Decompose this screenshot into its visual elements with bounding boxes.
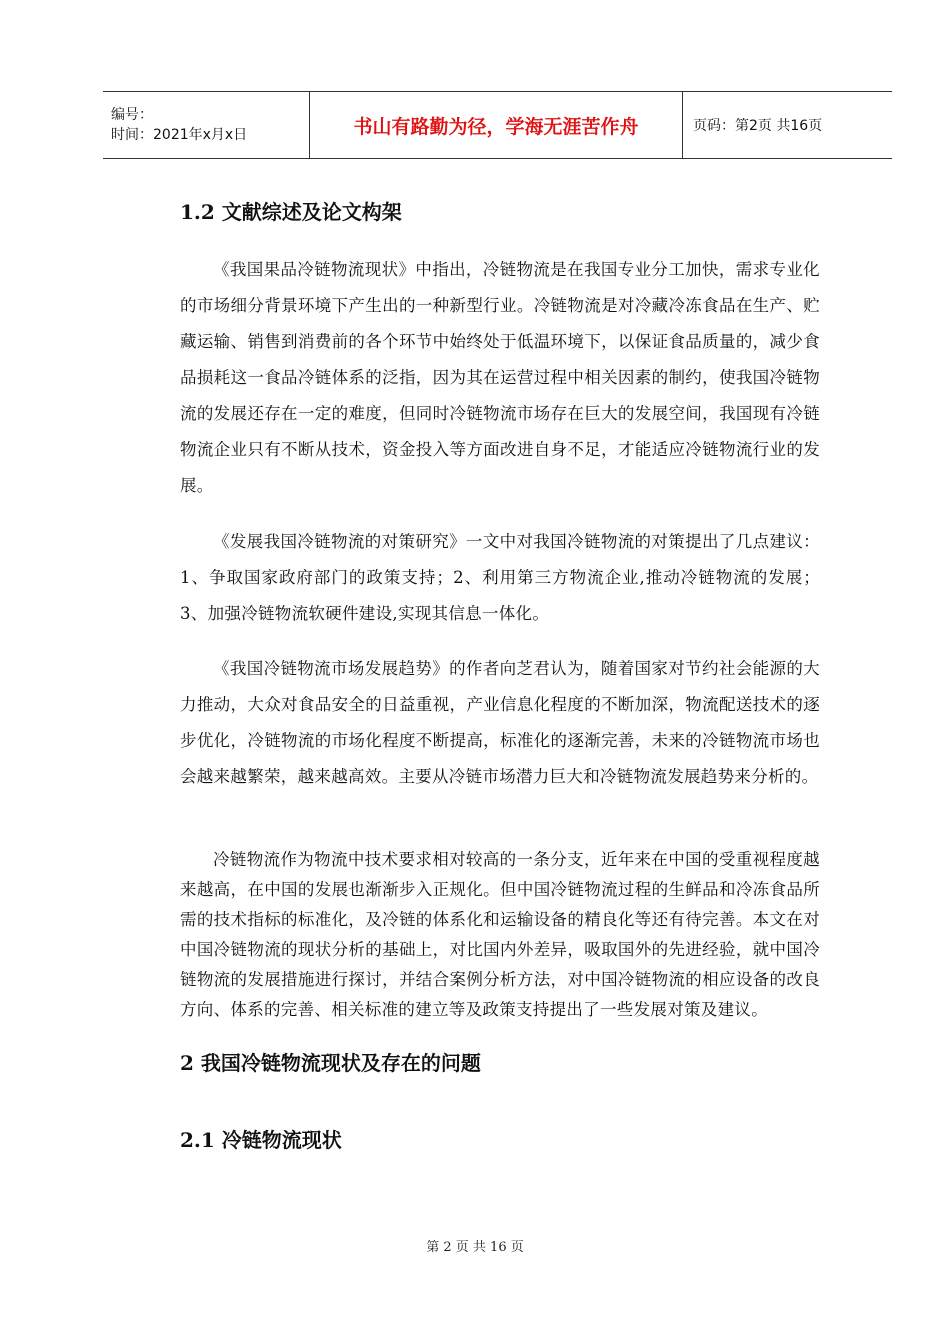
header-meta — [103, 92, 309, 158]
section-title-2-1: 2.1 冷链物流现状 — [180, 1128, 342, 1152]
document-number-label: 编号： — [111, 107, 153, 123]
page-header — [103, 91, 892, 159]
paragraph-literature-3: 《我国冷链物流市场发展趋势》的作者向芝君认为，随着国家对节约社会能源的大力推动，大众对食品安全的日益重视，产业信息化程度的不断加深，物流配送技术的逐步优化，冷链物流的市场化程度不断提高，标准化的逐渐完善，未来的冷链物流市场也会越来越繁荣，越来越高效。主要从冷链市场潜力巨大和冷链物流发展趋势来分析的。 — [180, 659, 820, 786]
document-date: 时间：2021年x月x日 — [111, 127, 248, 143]
paragraph-literature-1: 《我国果品冷链物流现状》中指出，冷链物流是在我国专业分工加快，需求专业化的市场细分背景环境下产生出的一种新型行业。冷链物流是对冷藏冷冻食品在生产、贮藏运输、销售到消费前的各个环节中始终处于低温环境下，以保证食品质量的，减少食品损耗这一食品冷链体系的泛指，因为其在运营过程中相关因素的制约，使我国冷链物流的发展还存在一定的难度，但同时冷链物流市场存在巨大的发展空间，我国现有冷链物流企业只有不断从技术，资金投入等方面改进自身不足，才能适应冷链物流行业的发展。 — [180, 260, 820, 495]
header-page-info: 页码：第2页 共16页 — [693, 118, 823, 134]
paragraph-thesis-overview: 冷链物流作为物流中技术要求相对较高的一条分支，近年来在中国的受重视程度越来越高，在中国的发展也渐渐步入正规化。但中国冷链物流过程的生鲜品和冷冻食品所需的技术指标的标准化，及冷链的体系化和运输设备的精良化等还有待完善。本文在对中国冷链物流的现状分析的基础上，对比国内外差异，吸取国外的先进经验，就中国冷链物流的发展措施进行探讨，并结合案例分析方法，对中国冷链物流的相应设备的改良方向、体系的完善、相关标准的建立等及政策支持提出了一些发展对策及建议。 — [180, 850, 820, 1019]
paragraph-literature-2: 《发展我国冷链物流的对策研究》一文中对我国冷链物流的对策提出了几点建议：1、争取国家政府部门的政策支持；2、利用第三方物流企业,推动冷链物流的发展；3、加强冷链物流软硬件建设,实现其信息一体化。 — [180, 532, 820, 623]
page-footer: 第 2 页 共 16 页 — [426, 1240, 524, 1255]
section-title-2: 2 我国冷链物流现状及存在的问题 — [180, 1051, 481, 1075]
header-motto: 书山有路勤为径，学海无涯苦作舟 — [309, 92, 683, 158]
section-title-1-2: 1.2 文献综述及论文构架 — [180, 200, 402, 224]
